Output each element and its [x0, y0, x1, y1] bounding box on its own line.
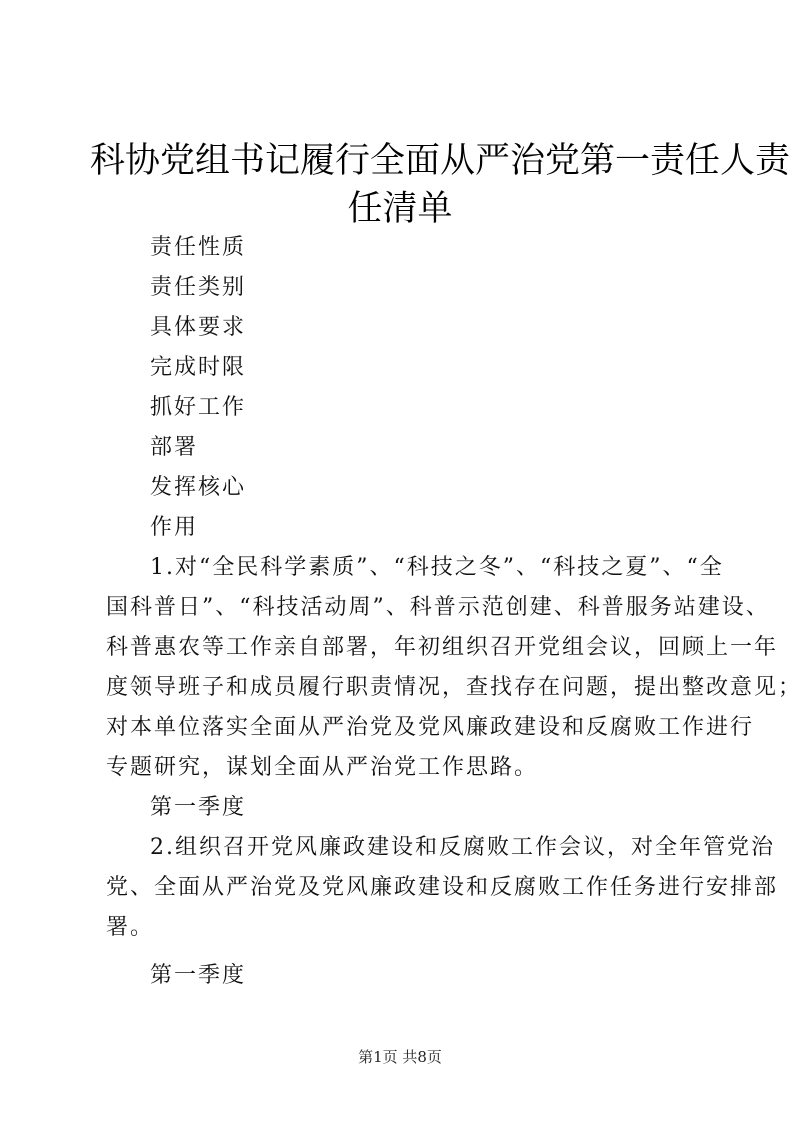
paragraph-item-1: [106, 548, 802, 788]
field-label: 发挥核心: [150, 475, 247, 500]
field-label: 抓好工作: [150, 395, 247, 420]
paragraph-line: 1.对“全民科学素质”、“科技之冬”、“科技之夏”、“全: [150, 555, 724, 580]
page-footer: 第1页 共8页: [358, 1048, 442, 1066]
document-body: [106, 228, 802, 996]
time-limit-label: 第一季度: [150, 963, 247, 988]
paragraph-line: 科普惠农等工作亲自部署，年初组织召开党组会议，回顾上一年: [106, 635, 779, 660]
paragraph-line: 国科普日”、“科技活动周”、科普示范创建、科普服务站建设、: [106, 595, 770, 620]
paragraph-line: 2.组织召开党风廉政建设和反腐败工作会议，对全年管党治: [150, 835, 775, 860]
paragraph-line: 专题研究，谋划全面从严治党工作思路。: [106, 755, 539, 780]
title-line: 科协党组书记履行全面从严治党第一责任人责: [90, 141, 791, 181]
paragraph-line: 署。: [106, 915, 155, 940]
field-label: 作用: [150, 515, 199, 540]
field-label: 完成时限: [150, 355, 247, 380]
paragraph-line: 党、全面从严治党及党风廉政建设和反腐败工作任务进行安排部: [106, 875, 779, 900]
field-label: 责任性质: [150, 235, 247, 260]
document-title: [90, 137, 791, 233]
field-label: 部署: [150, 435, 199, 460]
field-label: 具体要求: [150, 315, 247, 340]
time-limit-label: 第一季度: [150, 795, 247, 820]
paragraph-line: 度领导班子和成员履行职责情况，查找存在问题，提出整改意见；: [106, 675, 802, 700]
title-line: 任清单: [347, 189, 453, 229]
paragraph-item-2: [106, 828, 779, 948]
field-label: 责任类别: [150, 275, 247, 300]
paragraph-line: 对本单位落实全面从严治党及党风廉政建设和反腐败工作进行: [106, 715, 755, 740]
